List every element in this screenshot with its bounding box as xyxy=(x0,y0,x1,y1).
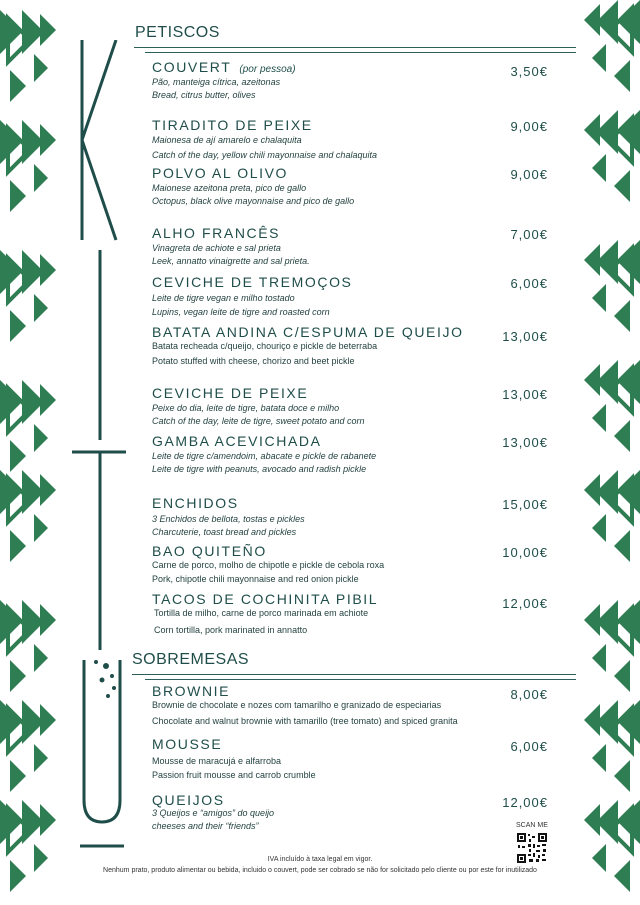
item-name: COUVERT (por pessoa) xyxy=(152,59,296,75)
item-description-pt: Pão, manteiga cítrica, azeitonas xyxy=(152,77,281,87)
item-description-en: Potato stuffed with cheese, chorizo and beet pickle xyxy=(152,356,355,366)
item-price: 9,00€ xyxy=(510,119,548,134)
item-description-pt: Carne de porco, molho de chipotle e pickle de cebola roxa xyxy=(152,560,385,570)
item-description-en: Catch of the day, yellow chili mayonnaise and chalaquita xyxy=(152,150,377,160)
item-description-en: Leite de tigre with peanuts, avocado and radish pickle xyxy=(152,464,367,474)
item-name: BAO QUITEÑO xyxy=(152,543,267,559)
left-border-pattern xyxy=(0,0,62,905)
item-note: (por pessoa) xyxy=(239,64,296,75)
item-description-en: Corn tortilla, pork marinated in annatto xyxy=(154,625,308,635)
item-description-pt: Batata recheada c/queijo, chouriço e pickle de beterraba xyxy=(152,341,378,351)
section-divider xyxy=(145,679,576,680)
section-title-petiscos: PETISCOS xyxy=(135,24,220,41)
item-price: 6,00€ xyxy=(510,739,548,754)
item-price: 13,00€ xyxy=(502,387,548,402)
item-price: 12,00€ xyxy=(502,795,548,810)
section-title-sobremesas: SOBREMESAS xyxy=(132,651,250,668)
footer-vat-note: IVA incluído à taxa legal em vigor. xyxy=(267,856,373,863)
item-name: MOUSSE xyxy=(152,736,223,752)
item-description-en: Bread, citrus butter, olives xyxy=(152,90,256,100)
item-price: 9,00€ xyxy=(510,167,548,182)
item-description-en: Passion fruit mousse and carrob crumble xyxy=(152,770,316,780)
item-description-en: Lupins, vegan leite de tigre and roasted corn xyxy=(152,307,330,317)
item-price: 13,00€ xyxy=(502,329,548,344)
item-description-pt: Leite de tigre c/amendoim, abacate e pickle de rabanete xyxy=(152,451,377,461)
item-name: CEVICHE DE PEIXE xyxy=(152,385,309,401)
item-description-pt: Mousse de maracujá e alfarroba xyxy=(152,756,282,766)
item-name: GAMBA ACEVICHADA xyxy=(152,433,322,449)
right-border-pattern xyxy=(578,0,640,905)
item-name: BATATA ANDINA C/ESPUMA DE QUEIJO xyxy=(152,324,464,340)
item-price: 7,00€ xyxy=(510,227,548,242)
section-divider xyxy=(132,674,576,675)
item-name: QUEIJOS xyxy=(152,792,225,808)
item-name: ENCHIDOS xyxy=(152,495,239,511)
item-description-pt: Vinagreta de achiote e sal prieta xyxy=(152,243,281,253)
item-description-en: Pork, chipotle chili mayonnaise and red onion pickle xyxy=(152,574,359,584)
item-price: 10,00€ xyxy=(502,545,548,560)
item-description-en: Octopus, black olive mayonnaise and pico de gallo xyxy=(152,196,355,206)
section-divider xyxy=(134,47,576,48)
item-description-pt: 3 Queijos e “amigos” do queijo xyxy=(152,808,275,818)
item-name: TACOS DE COCHINITA PIBIL xyxy=(152,591,379,607)
item-description-en: Leek, annatto vinaigrette and sal prieta. xyxy=(152,256,310,266)
item-price: 15,00€ xyxy=(502,497,548,512)
item-name: CEVICHE DE TREMOÇOS xyxy=(152,274,353,290)
item-description-pt: 3 Enchidos de bellota, tostas e pickles xyxy=(152,514,305,524)
item-price: 3,50€ xyxy=(510,64,548,79)
item-price: 12,00€ xyxy=(502,596,548,611)
item-description-pt: Maionesa de ají amarelo e chalaquita xyxy=(152,135,302,145)
item-name: ALHO FRANCÊS xyxy=(152,225,281,241)
item-description-en: Catch of the day, leite de tigre, sweet potato and corn xyxy=(152,416,365,426)
item-name: POLVO AL OLIVO xyxy=(152,165,289,181)
logo xyxy=(72,40,132,860)
item-name: TIRADITO DE PEIXE xyxy=(152,117,313,133)
section-divider xyxy=(145,52,576,53)
item-description-pt: Peixe do dia, leite de tigre, batata doce e milho xyxy=(152,403,340,413)
footer-disclaimer: Nenhum prato, produto alimentar ou bebida, incluido o couvert, pode ser cobrado se não for solicitado pelo cliente ou por este for inutilizado xyxy=(103,867,537,874)
item-price: 6,00€ xyxy=(510,276,548,291)
item-price: 8,00€ xyxy=(510,687,548,702)
item-description-en: Chocolate and walnut brownie with tamarillo (tree tomato) and spiced granita xyxy=(152,716,458,726)
item-description-pt: Maionese azeitona preta, pico de gallo xyxy=(152,183,307,193)
item-description-pt: Brownie de chocolate e nozes com tamarilho e granizado de especiarias xyxy=(152,700,442,710)
item-description-pt: Tortilla de milho, carne de porco marinada em achiote xyxy=(154,608,369,618)
item-price: 13,00€ xyxy=(502,435,548,450)
item-description-en: cheeses and their “friends” xyxy=(152,821,259,831)
item-name: BROWNIE xyxy=(152,683,231,699)
item-description-pt: Leite de tigre vegan e milho tostado xyxy=(152,293,295,303)
qr-label: SCAN ME xyxy=(516,822,548,829)
item-description-en: Charcuterie, toast bread and pickles xyxy=(152,527,297,537)
